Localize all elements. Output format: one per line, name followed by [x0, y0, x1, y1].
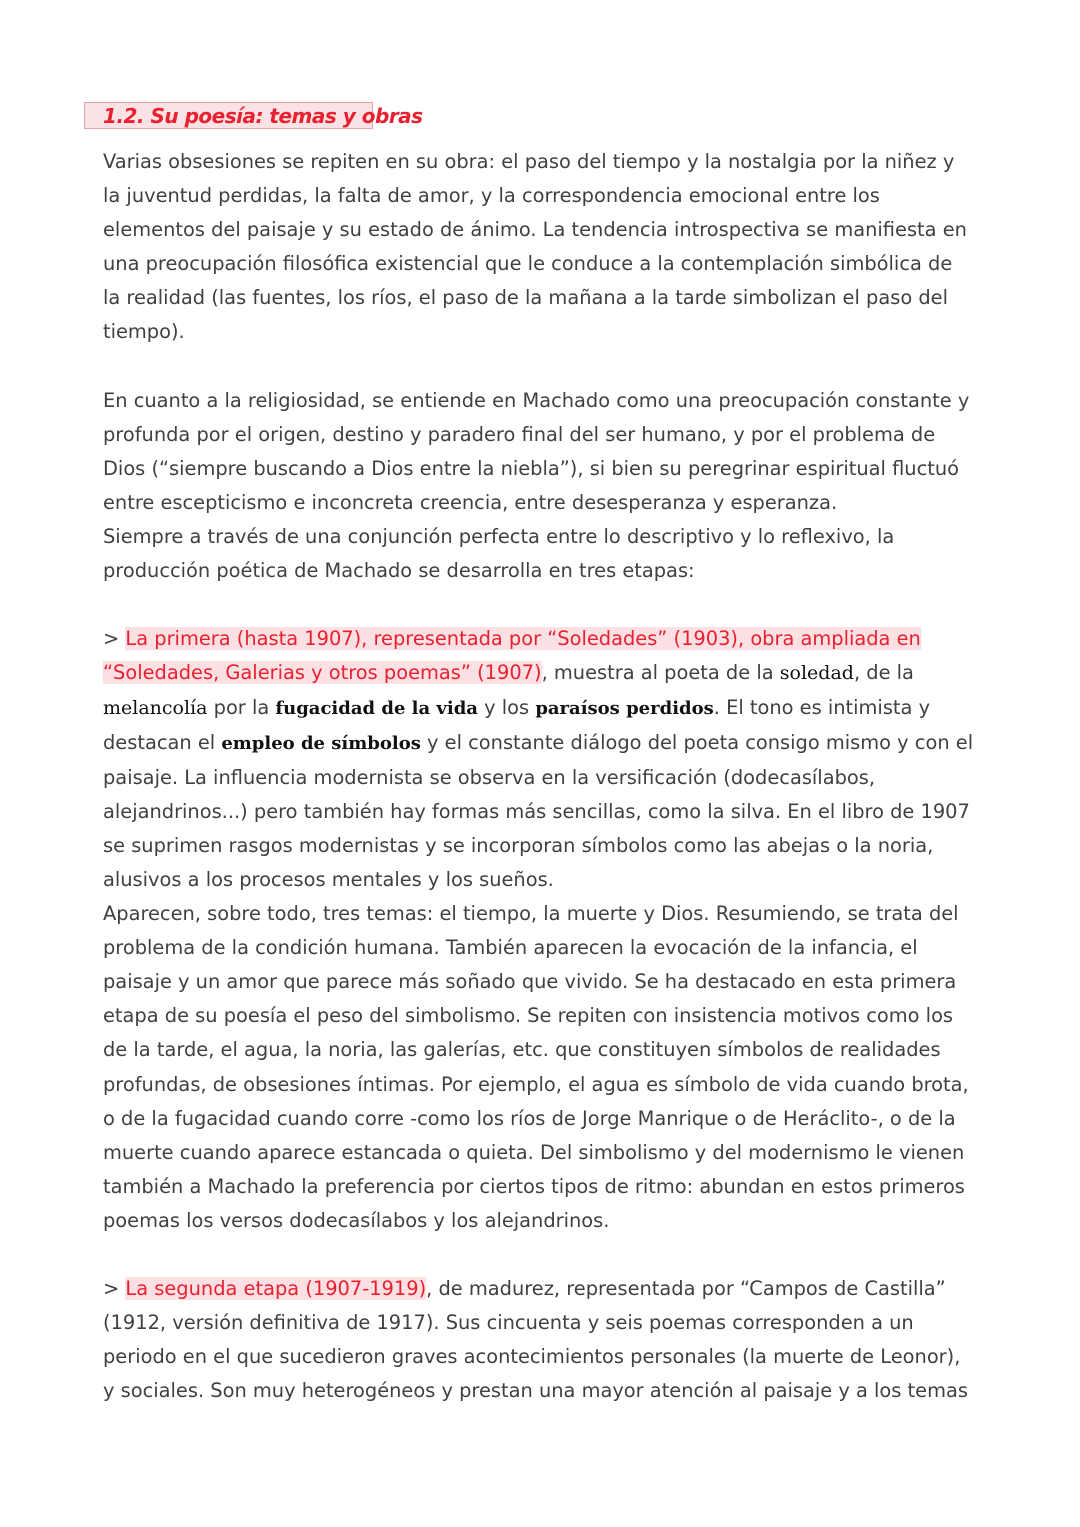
- keyword-soledad: soledad: [779, 662, 854, 685]
- paragraph-gap: [103, 588, 975, 622]
- keyword-melancolia: melancolía: [103, 696, 208, 719]
- section-heading: 1.2. Su poesía: temas y obras: [103, 104, 423, 128]
- highlight-first-stage: La primera (hasta 1907), representada por “Soledades” (1903), obra ampliada en “Soledades, Galerias y otros poemas” (1907): [103, 627, 921, 685]
- paragraph-religiosity: En cuanto a la religiosidad, se entiende en Machado como una preocupación constante y profunda por el origen, destino y paradero final del ser humano, y por el problema de Dios (“siempre buscando a Dios entre la niebla”), si bien su peregrinar espiritual fluctuó entre escepticismo e inconcreta creencia, entre desesperanza y esperanza.: [103, 388, 970, 514]
- paragraph-first-stage-themes: Aparecen, sobre todo, tres temas: el tiempo, la muerte y Dios. Resumiendo, se trata del problema de la condición humana. También aparecen la evocación de la infancia, el paisaje y un amor que parece más soñado que vivido. Se ha destacado en esta primera etapa de su poesía el peso del simbolismo. Se repiten con insistencia motivos como los de la tarde, el agua, la noria, las galerías, etc. que constituyen símbolos de realidades profundas, de obsesiones íntimas. Por ejemplo, el agua es símbolo de vida cuando brota, o de la fugacidad cuando corre -como los ríos de Jorge Manrique o de Heráclito-, o de la muerte cuando aparece estancada o quieta. Del simbolismo y del modernismo le vienen también a Machado la preferencia por ciertos tipos de ritmo: abundan en estos primeros poemas los versos dodecasílabos y los alejandrinos.: [103, 902, 969, 1232]
- text-run: , muestra al poeta de la: [541, 661, 780, 685]
- paragraph-stages-intro: Siempre a través de una conjunción perfecta entre lo descriptivo y lo reflexivo, la producción poética de Machado se desarrolla en tres etapas:: [103, 525, 895, 583]
- text-run: , de madurez, representada por “Campos de Castilla” (1912, versión definitiva de 1917). Sus cincuenta y seis poemas corresponden a un periodo en el que sucedieron graves acontecimientos personales (la muerte de Leonor), y sociales. Son muy heterogéneos y prestan una mayor atención al paisaje y a los temas: [103, 1277, 968, 1403]
- paragraph-first-stage: [103, 622, 975, 897]
- text-run: y los: [477, 695, 536, 719]
- paragraph-themes: Varias obsesiones se repiten en su obra: el paso del tiempo y la nostalgia por la niñez y la juventud perdidas, la falta de amor, y la correspondencia emocional entre los elementos del paisaje y su estado de ánimo. La tendencia introspectiva se manifiesta en una preocupación filosófica existencial que le conduce a la contemplación simbólica de la realidad (las fuentes, los ríos, el paso de la mañana a la tarde simbolizan el paso del tiempo).: [103, 150, 967, 344]
- paragraph-gap: [103, 350, 975, 384]
- text-run: . El tono es intimista y destacan el: [103, 695, 931, 754]
- keyword-paraisos: paraísos perdidos: [535, 697, 714, 719]
- list-marker: >: [103, 627, 126, 651]
- text-run: y el constante diálogo del poeta consigo mismo y con el paisaje. La influencia modernista se observa en la versificación (dodecasílabos, alejandrinos...) pero también hay formas más sencillas, como la silva. En el libro de 1907 se suprimen rasgos modernistas y se incorporan símbolos como las abejas o la noria, alusivos a los procesos mentales y los sueños.: [103, 730, 974, 891]
- highlight-second-stage: La segunda etapa (1907-1919): [125, 1277, 427, 1301]
- paragraph-second-stage: [103, 1272, 975, 1408]
- body-text: [103, 145, 975, 1408]
- text-run: por la: [207, 695, 276, 719]
- keyword-fugacidad: fugacidad de la vida: [275, 697, 478, 719]
- paragraph-gap: [103, 1238, 975, 1272]
- keyword-simbolos: empleo de símbolos: [221, 732, 421, 754]
- text-run: , de la: [853, 661, 914, 685]
- list-marker: >: [103, 1277, 126, 1301]
